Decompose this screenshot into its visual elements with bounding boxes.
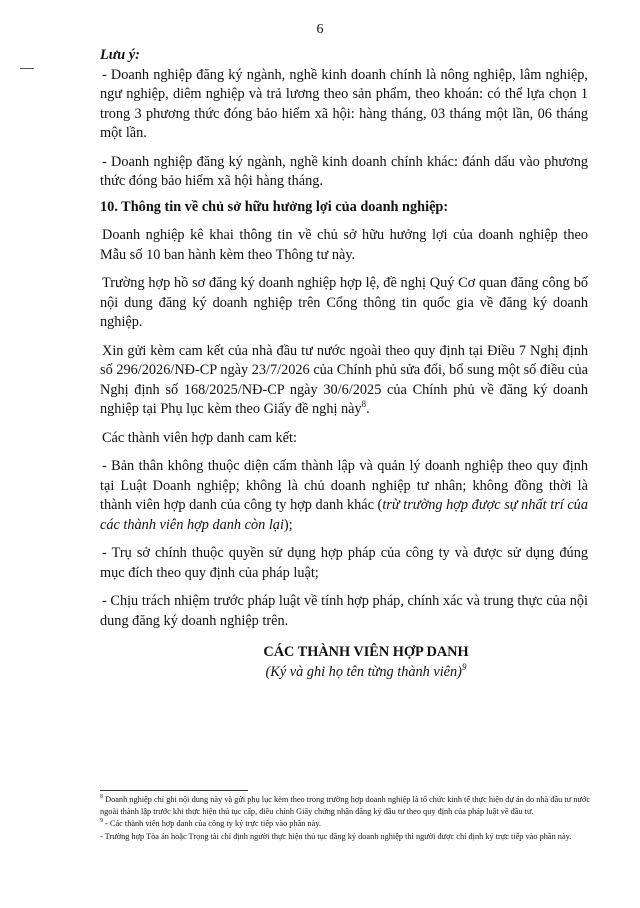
footnote-divider: [100, 790, 248, 791]
footnotes: [100, 794, 590, 843]
footnote-ref-9: 9: [461, 661, 467, 672]
commitment-item-1-end: );: [283, 516, 293, 533]
note-item-1: - Doanh nghiệp đăng ký ngành, nghề kinh doanh chính là nông nghiệp, lâm nghiệp, ngư nghiệp, diêm nghiệp và trả lương theo sản phẩm, theo khoán: có thể lựa chọn 1 trong 3 phương thức đóng bảo hiểm xã hội: hàng tháng, 03 tháng một lần, 06 tháng một lần.: [100, 66, 588, 141]
attachment-end: .: [366, 401, 370, 417]
publish-request: Trường hợp hồ sơ đăng ký doanh nghiệp hợp lệ, đề nghị Quý Cơ quan đăng công bố nội dung đăng ký doanh nghiệp trên Cổng thông tin quốc gia về đăng ký doanh nghiệp.: [100, 275, 588, 330]
footnote-9-text: - Các thành viên hợp danh của công ty ký trực tiếp vào phần này.: [105, 819, 322, 828]
signature-block: [100, 643, 588, 682]
signature-subtitle: [144, 663, 588, 683]
commitment-item-1-text: - Bản thân không thuộc diện cấm thành lập và quản lý doanh nghiệp theo quy định tại Luật Doanh nghiệp; không là chủ doanh nghiệp tư nhân; không đồng thời là thành viên hợp danh của công ty hợp danh khác (: [100, 458, 588, 513]
section-10-paragraph: Doanh nghiệp kê khai thông tin về chủ sở hữu hưởng lợi của doanh nghiệp theo Mẫu số 10 ban hành kèm theo Thông tư này.: [100, 227, 588, 263]
note-label: Lưu ý:: [100, 47, 140, 63]
footnote-9-mark: 9: [100, 818, 103, 825]
commitment-item-2: - Trụ sở chính thuộc quyền sử dụng hợp pháp của công ty và được sử dụng đúng mục đích theo quy định của pháp luật;: [100, 545, 588, 581]
document-body: [100, 46, 588, 682]
signature-subtitle-text: (Ký và ghi họ tên từng thành viên): [265, 663, 462, 680]
note-item-2: - Doanh nghiệp đăng ký ngành, nghề kinh doanh chính khác: đánh dấu vào phương thức đóng bảo hiểm xã hội hàng tháng.: [100, 153, 588, 189]
footnote-9: [100, 818, 590, 830]
attachment-paragraph: [100, 342, 588, 420]
footnote-9-continued-text: - Trường hợp Tòa án hoặc Trọng tài chỉ định người thực hiện thủ tục đăng ký doanh nghiệp thì người được chỉ định ký trực tiếp vào phần này.: [100, 831, 572, 841]
commitment-item-1: [100, 457, 588, 535]
footnote-8-mark: 8: [100, 794, 103, 801]
footnote-8-text: Doanh nghiệp chỉ ghi nội dung này và gửi phụ lục kèm theo trong trường hợp doanh nghiệp là tổ chức kinh tế thực hiện dự án do nhà đầu tư nước ngoài thành lập trước khi thực hiện thủ tục cấp, điều chỉnh Giấy chứng nhận đăng ký đầu tư theo quy định của pháp luật về đầu tư.: [100, 795, 590, 816]
commitment-intro: Các thành viên hợp danh cam kết:: [102, 429, 297, 446]
section-10-heading: 10. Thông tin về chủ sở hữu hưởng lợi của doanh nghiệp:: [100, 198, 449, 215]
commitment-item-1-italic: trừ trường hợp được sự nhất trí của các thành viên hợp danh còn lại: [100, 497, 588, 533]
footnote-ref-8: 8: [361, 399, 367, 410]
footnote-9-continued: [100, 831, 590, 843]
page-number: 6: [316, 22, 324, 37]
attachment-text: Xin gửi kèm cam kết của nhà đầu tư nước ngoài theo quy định tại Điều 7 Nghị định số 296/2026/NĐ-CP ngày 23/7/2026 của Chính phủ sửa đổi, bổ sung một số điều của Nghị định số 168/2025/NĐ-CP ngày 30/6/2025 của Chính phủ về đăng ký doanh nghiệp tại Phụ lục kèm theo Giấy đề nghị này: [100, 342, 588, 417]
signature-title: CÁC THÀNH VIÊN HỢP DANH: [263, 644, 469, 660]
commitment-item-3: - Chịu trách nhiệm trước pháp luật về tính hợp pháp, chính xác và trung thực của nội dung đăng ký doanh nghiệp trên.: [100, 593, 588, 629]
margin-mark: [20, 68, 34, 69]
footnote-8: [100, 794, 590, 817]
